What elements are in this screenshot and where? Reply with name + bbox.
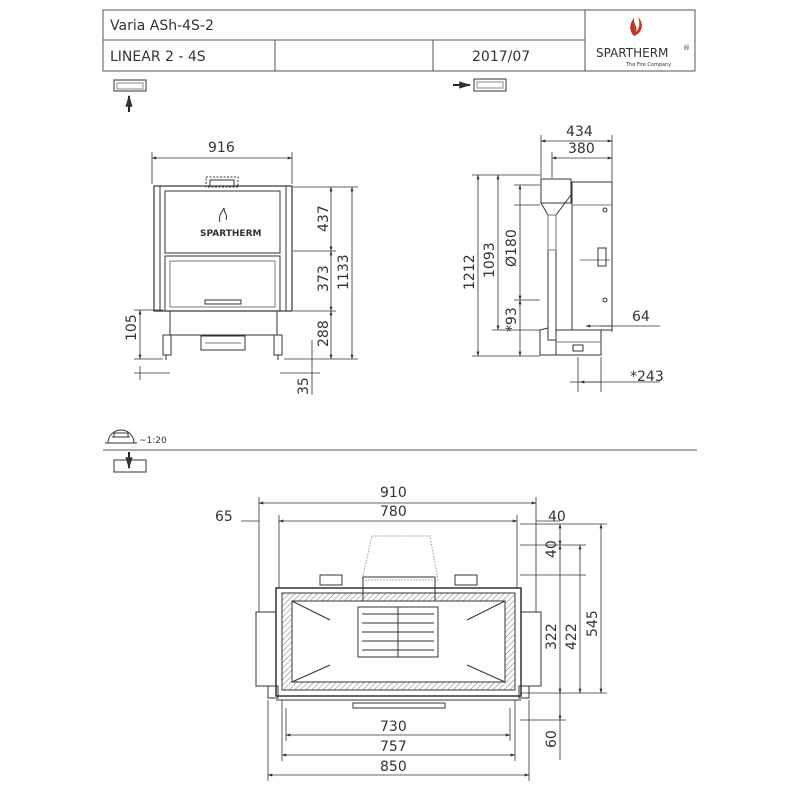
front-view-symbol	[114, 80, 146, 112]
scale-label: ~1:20	[139, 436, 167, 446]
dim-flue-diameter: Ø180	[504, 229, 520, 267]
side-view	[540, 179, 612, 355]
brand-tagline: The Fire Company	[626, 62, 672, 68]
dim-offset-64: 64	[632, 309, 650, 325]
front-logo: SPARTHERM	[200, 229, 262, 239]
title-block	[103, 10, 695, 71]
dim-top-60: 60	[544, 730, 560, 748]
dim-left-105: 105	[124, 314, 140, 341]
front-view	[154, 177, 292, 360]
dim-top-422: 422	[564, 623, 580, 650]
spartherm-logo	[596, 17, 690, 68]
dim-top-40-right: 40	[548, 509, 566, 525]
dim-top-730: 730	[380, 719, 407, 735]
dim-foot-35: 35	[296, 377, 312, 395]
dim-height-1093: 1093	[482, 242, 498, 278]
dim-top-780: 780	[380, 504, 407, 520]
dim-top-65: 65	[215, 509, 233, 525]
dim-total-1133: 1133	[336, 254, 352, 290]
dim-top-40-rear: 40	[544, 540, 560, 558]
dim-top-910: 910	[380, 485, 407, 501]
dim-base-288: 288	[316, 320, 332, 347]
series-name: LINEAR 2 - 4S	[110, 49, 206, 65]
dim-top-757: 757	[380, 739, 407, 755]
dim-top-545: 545	[585, 610, 601, 637]
dim-inlet-93: *93	[504, 307, 520, 332]
top-view-symbol	[114, 452, 146, 472]
dim-air-inlet-243: *243	[630, 369, 664, 385]
flame-icon	[219, 208, 226, 222]
dim-depth-434: 434	[566, 124, 593, 140]
registered-mark: ®	[683, 44, 690, 52]
dim-front-width: 916	[208, 140, 235, 156]
scale-symbol	[105, 430, 137, 443]
dim-height-1212: 1212	[462, 254, 478, 290]
dim-depth-380: 380	[568, 141, 595, 157]
drawing-date: 2017/07	[472, 49, 531, 65]
brand-name: SPARTHERM	[596, 46, 669, 60]
dim-top-850: 850	[380, 759, 407, 775]
dim-top-322: 322	[544, 623, 560, 650]
side-view-symbol	[453, 79, 506, 91]
model-name: Varia ASh-4S-2	[110, 18, 214, 34]
dim-middle-373: 373	[316, 265, 332, 292]
top-view	[256, 536, 541, 708]
dim-upper-437: 437	[316, 205, 332, 232]
side-dimensions	[472, 135, 660, 392]
